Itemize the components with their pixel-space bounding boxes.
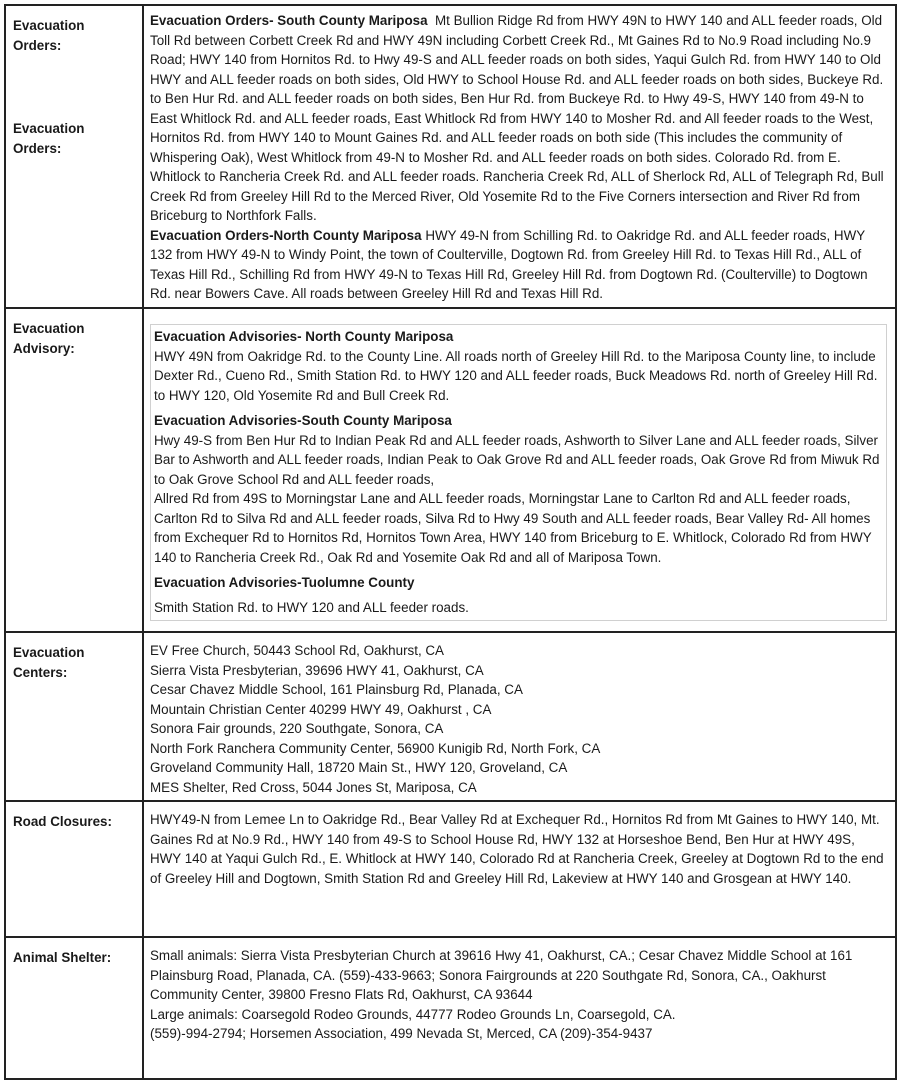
evacuation-orders-row <box>5 5 896 308</box>
south-county-orders-text: Mt Bullion Ridge Rd from HWY 49N to HWY 140 and ALL feeder roads, Old Toll Rd between Corbett Creek Rd and HWY 49N including Corbett Creek Rd., Mt Gaines Rd to No.9 Road including No.9 Road; HWY 140 from Hornitos Rd. to Hwy 49-S and ALL feeder roads on both sides, Yaqui Gulch Rd. from HWY 140 to Old HWY and ALL feeder roads on both sides, Old HWY to School House Rd. and ALL feeder roads on both sides, Buckeye Rd. to Ben Hur Rd. and ALL feeder roads on both sides, Ben Hur Rd. from Buckeye Rd. to Hwy 49-S, HWY 140 from 49-N to East Whitlock Rd. and ALL feeder roads, East Whitlock Rd from HWY 140 to Mosher Rd. and All feeder roads to the West, Hornitos Rd. from HWY 140 to Mount Gaines Rd. and ALL feeder roads on both side (This includes the community of Whispering Oak), West Whitlock from 49-N to Mosher Rd. and ALL feeder roads on both sides. Colorado Rd. from E. Whitlock to Rancheria Creek Rd. and ALL feeder roads. Rancheria Creek Rd, ALL of Sherlock Rd, ALL of Telegraph Rd, Bull Creek Rd from Greeley Hill Rd to the Merced River, Old Yosemite Rd to the Five Corners intersection and River Rd from Briceburg to Northfork Falls. <box>150 13 884 223</box>
evacuation-advisory-content <box>143 308 896 632</box>
evacuation-center-item: Cesar Chavez Middle School, 161 Plainsburg Rd, Planada, CA <box>150 682 523 697</box>
evacuation-orders-content <box>143 5 896 308</box>
north-county-orders <box>150 226 889 304</box>
evacuation-orders-label: Evacuation Orders: <box>13 18 85 53</box>
evacuation-centers-row <box>5 632 896 801</box>
evacuation-orders-label-cell <box>5 5 143 308</box>
evacuation-center-item: Mountain Christian Center 40299 HWY 49, Oakhurst , CA <box>150 701 492 717</box>
evacuation-center-item: Sierra Vista Presbyterian, 39696 HWY 41, Oakhurst, CA <box>150 662 484 678</box>
evacuation-centers-list <box>143 632 896 801</box>
north-county-advisory-heading: Evacuation Advisories- North County Mariposa <box>154 329 454 344</box>
south-county-orders <box>150 11 889 226</box>
road-closures-text: HWY49-N from Lemee Ln to Oakridge Rd., Bear Valley Rd at Exchequer Rd., Hornitos Rd from Mt Gaines to HWY 140, Mt. Gaines Rd at No.9 Rd., HWY 140 from 49-S to School House Rd, HWY 132 at Horseshoe Bend, Ben Hur at HWY 49S, HWY 140 at Yaqui Gulch Rd., E. Whitlock at HWY 140, Colorado Rd at Rancheria Creek, Greeley at Dogtown Rd to the end of Greeley Hill and Dogtown, Smith Station Rd and Greeley Hill Rd, Lakeview at HWY 140 and Grosgean at HWY 140. <box>150 812 884 886</box>
south-county-advisory-heading: Evacuation Advisories-South County Mariposa <box>154 413 452 428</box>
road-closures-label: Road Closures: <box>13 814 112 829</box>
small-animals-text: Small animals: Sierra Vista Presbyterian Church at 39616 Hwy 41, Oakhurst, CA.; Cesar Chavez Middle School at 161 Plainsburg Road, Planada, CA. (559)-433-9663; Sonora Fairgrounds at 220 Southgate Rd, Sonora, CA., Oakhurst Community Center, 39800 Fresno Flats Rd, Oakhurst, CA 93644 <box>150 948 853 1002</box>
evacuation-info-table <box>4 4 897 1080</box>
large-animals-text: Large animals: Coarsegold Rodeo Grounds, 44777 Rodeo Grounds Ln, Coarsegold, CA. <box>150 1006 676 1022</box>
evacuation-center-item: Sonora Fair grounds, 220 Southgate, Sonora, CA <box>150 721 444 736</box>
evacuation-center-item: Groveland Community Hall, 18720 Main St., HWY 120, Groveland, CA <box>150 760 568 775</box>
tuolumne-county-advisory-text: Smith Station Rd. to HWY 120 and ALL feeder roads. <box>154 599 469 615</box>
tuolumne-county-advisory-heading: Evacuation Advisories-Tuolumne County <box>154 575 415 590</box>
north-county-orders-heading: Evacuation Orders-North County Mariposa <box>150 227 422 243</box>
evacuation-advisory-label: Evacuation Advisory: <box>13 321 85 356</box>
animal-shelter-label: Animal Shelter: <box>13 950 112 965</box>
evacuation-advisory-row <box>5 308 896 632</box>
road-closures-label-cell <box>5 801 143 937</box>
evacuation-orders-label-repeat: Evacuation Orders: <box>13 121 85 156</box>
north-county-orders-text: HWY 49-N from Schilling Rd. to Oakridge Rd. and ALL feeder roads, HWY 132 from HWY 49-N to Windy Point, the town of Coulterville, Dogtown Rd. from Greeley Hill Rd. to Texas Hill Rd., ALL of Texas Hill Rd., Schilling Rd from HWY 49-N to Texas Hill Rd, Greeley Hill Rd. from Dogtown Rd. (Coulterville) to Dogtown Rd. near Bowers Cave. All roads between Greeley Hill Rd and Texas Hill Rd. <box>150 227 868 301</box>
evacuation-center-item: EV Free Church, 50443 School Rd, Oakhurst, CA <box>150 643 444 658</box>
advisory-box <box>150 324 887 621</box>
south-county-advisory-text-1: Hwy 49-S from Ben Hur Rd to Indian Peak Rd and ALL feeder roads, Ashworth to Silver Lane and ALL feeder roads, Silver Bar to Ashworth and ALL feeder roads, Indian Peak to Oak Grove Rd and ALL feeder roads, Oak Grove Rd from Miwuk Rd to Oak Grove School Rd and ALL feeder roads, <box>154 432 880 487</box>
animal-shelter-label-cell <box>5 937 143 1079</box>
south-county-orders-heading: Evacuation Orders- South County Mariposa <box>150 13 428 28</box>
evacuation-center-item: North Fork Ranchera Community Center, 56900 Kunigib Rd, North Fork, CA <box>150 740 601 756</box>
evacuation-advisory-label-cell <box>5 308 143 632</box>
evacuation-center-item: MES Shelter, Red Cross, 5044 Jones St, Mariposa, CA <box>150 779 477 795</box>
south-county-advisory-text-2: Allred Rd from 49S to Morningstar Lane and ALL feeder roads, Morningstar Lane to Carlton Rd and ALL feeder roads, Carlton Rd to Silva Rd and ALL feeder roads, Silva Rd to Hwy 49 South and ALL feeder roads, Bear Valley Rd- All homes from Exchequer Rd to Hornitos Rd, Hornitos Town Area, HWY 140 from Briceburg to E. Whitlock, Colorado Rd from HWY 140 to Rancheria Creek Rd., Oak Rd and Yosemite Oak Rd and all of Mariposa Town. <box>154 491 872 565</box>
north-county-advisory-text: HWY 49N from Oakridge Rd. to the County Line. All roads north of Greeley Hill Rd. to the Mariposa County line, to include Dexter Rd., Cueno Rd., Smith Station Rd. to HWY 120 and ALL feeder roads, Buck Meadows Rd. north of Greeley Hill Rd. to HWY 120, Old Yosemite Rd and Bull Creek Rd. <box>154 348 878 403</box>
road-closures-content <box>143 801 896 937</box>
animal-shelter-content <box>143 937 896 1079</box>
evacuation-centers-label-cell <box>5 632 143 801</box>
road-closures-row <box>5 801 896 937</box>
animal-shelter-row <box>5 937 896 1079</box>
large-animals-contact-text: (559)-994-2794; Horsemen Association, 499 Nevada St, Merced, CA (209)-354-9437 <box>150 1026 653 1041</box>
evacuation-centers-label: Evacuation Centers: <box>13 645 85 680</box>
